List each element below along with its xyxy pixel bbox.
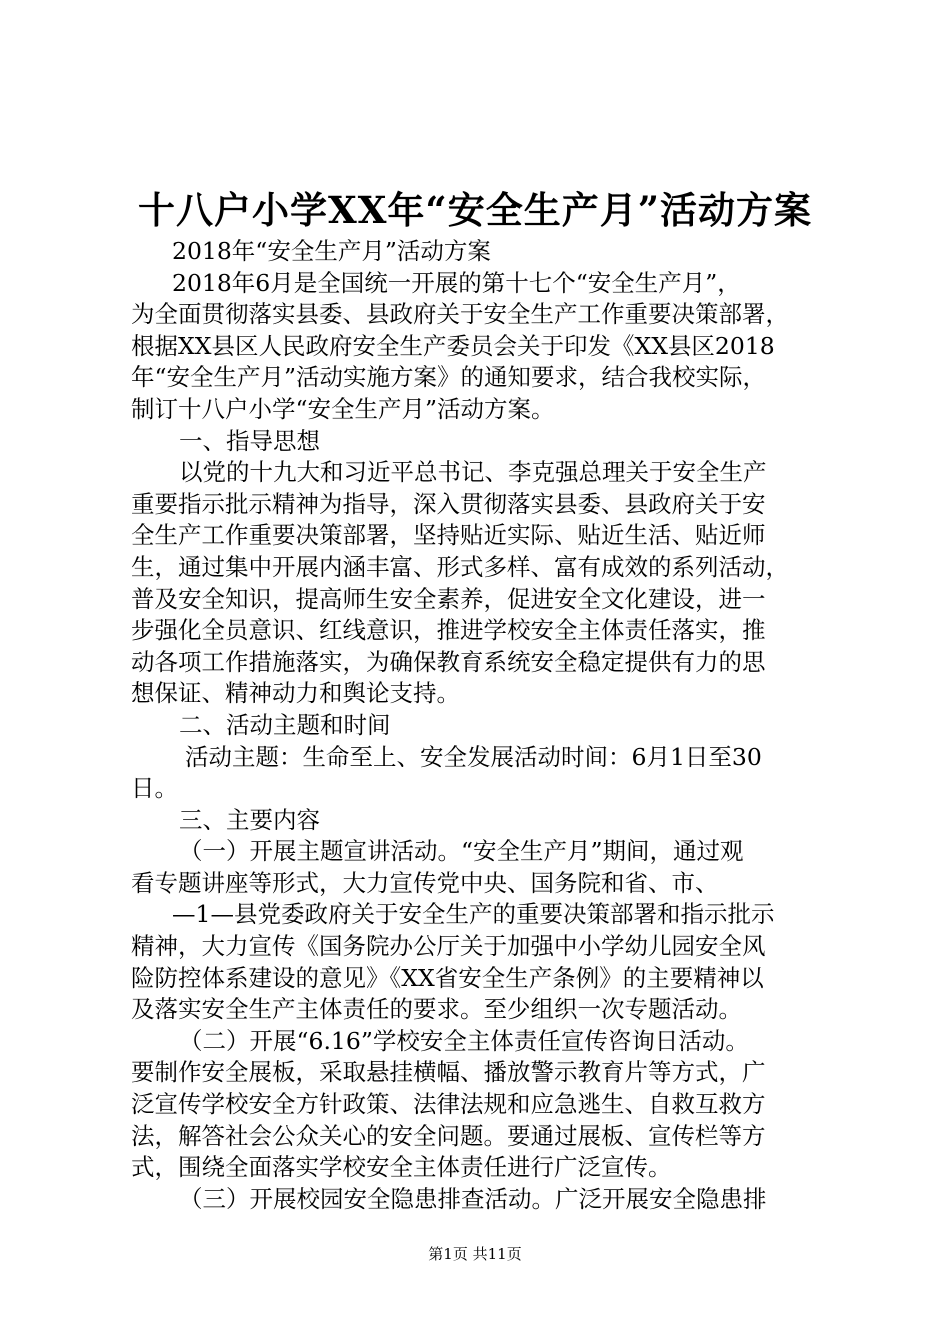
text-line: 以党的十九大和习近平总书记、李克强总理关于安全生产 — [179, 458, 767, 487]
text-line: 生，通过集中开展内涵丰富、形式多样、富有成效的系列活动， — [131, 552, 789, 581]
text-line: （三）开展校园安全隐患排查活动。广泛开展安全隐患排 — [179, 1184, 767, 1213]
text-line: 2018年“安全生产月”活动方案 — [172, 237, 491, 265]
text-line: 险防控体系建设的意见》《XX省安全生产条例》的主要精神以 — [131, 963, 764, 992]
text-line: （一）开展主题宣讲活动。“安全生产月”期间，通过观 — [179, 837, 744, 866]
text-line: 泛宣传学校安全方针政策、法律法规和应急逃生、自救互救方 — [131, 1090, 766, 1119]
text-line: 及落实安全生产主体责任的要求。至少组织一次专题活动。 — [131, 995, 742, 1024]
text-line: —1—县党委政府关于安全生产的重要决策部署和指示批示 — [172, 900, 775, 929]
text-line: 为全面贯彻落实县委、县政府关于安全生产工作重要决策部署， — [131, 300, 789, 329]
text-line: 普及安全知识，提高师生安全素养，促进安全文化建设，进一 — [131, 584, 766, 613]
section-heading: 一、指导思想 — [179, 426, 320, 455]
text-line: 步强化全员意识、红线意识，推进学校安全主体责任落实，推 — [131, 616, 766, 645]
text-line: 看专题讲座等形式，大力宣传党中央、国务院和省、市、 — [131, 868, 719, 897]
text-line: 活动主题：生命至上、安全发展活动时间：6月1日至30 — [185, 742, 762, 771]
text-line: 重要指示批示精神为指导，深入贯彻落实县委、县政府关于安 — [131, 489, 766, 518]
text-line: 式，围绕全面落实学校安全主体责任进行广泛宣传。 — [131, 1153, 672, 1182]
text-line: 要制作安全展板，采取悬挂横幅、播放警示教育片等方式，广 — [131, 1058, 766, 1087]
page-footer: 第1页 共11页 — [428, 1245, 522, 1263]
document-body — [131, 236, 833, 1215]
section-heading: 二、活动主题和时间 — [179, 710, 391, 739]
text-line: 动各项工作措施落实，为确保教育系统安全稳定提供有力的思 — [131, 647, 766, 676]
text-line: 制订十八户小学“安全生产月”活动方案。 — [131, 394, 555, 423]
section-heading: 三、主要内容 — [179, 805, 320, 834]
text-line: 法，解答社会公众关心的安全问题。要通过展板、宣传栏等方 — [131, 1121, 766, 1150]
text-line: 全生产工作重要决策部署，坚持贴近实际、贴近生活、贴近师 — [131, 521, 766, 550]
text-line: 根据XX县区人民政府安全生产委员会关于印发《XX县区2018 — [131, 331, 775, 360]
text-line: （二）开展“6.16”学校安全主体责任宣传咨询日活动。 — [179, 1026, 749, 1055]
document-title: 十八户小学XX年“安全生产月”活动方案 — [138, 188, 812, 232]
text-line: 2018年6月是全国统一开展的第十七个“安全生产月”， — [172, 268, 741, 297]
text-line: 年“安全生产月”活动实施方案》的通知要求，结合我校实际， — [131, 363, 767, 392]
text-line: 日。 — [131, 774, 178, 803]
text-line: 想保证、精神动力和舆论支持。 — [131, 679, 460, 708]
text-line: 精神，大力宣传《国务院办公厅关于加强中小学幼儿园安全风 — [131, 932, 766, 961]
